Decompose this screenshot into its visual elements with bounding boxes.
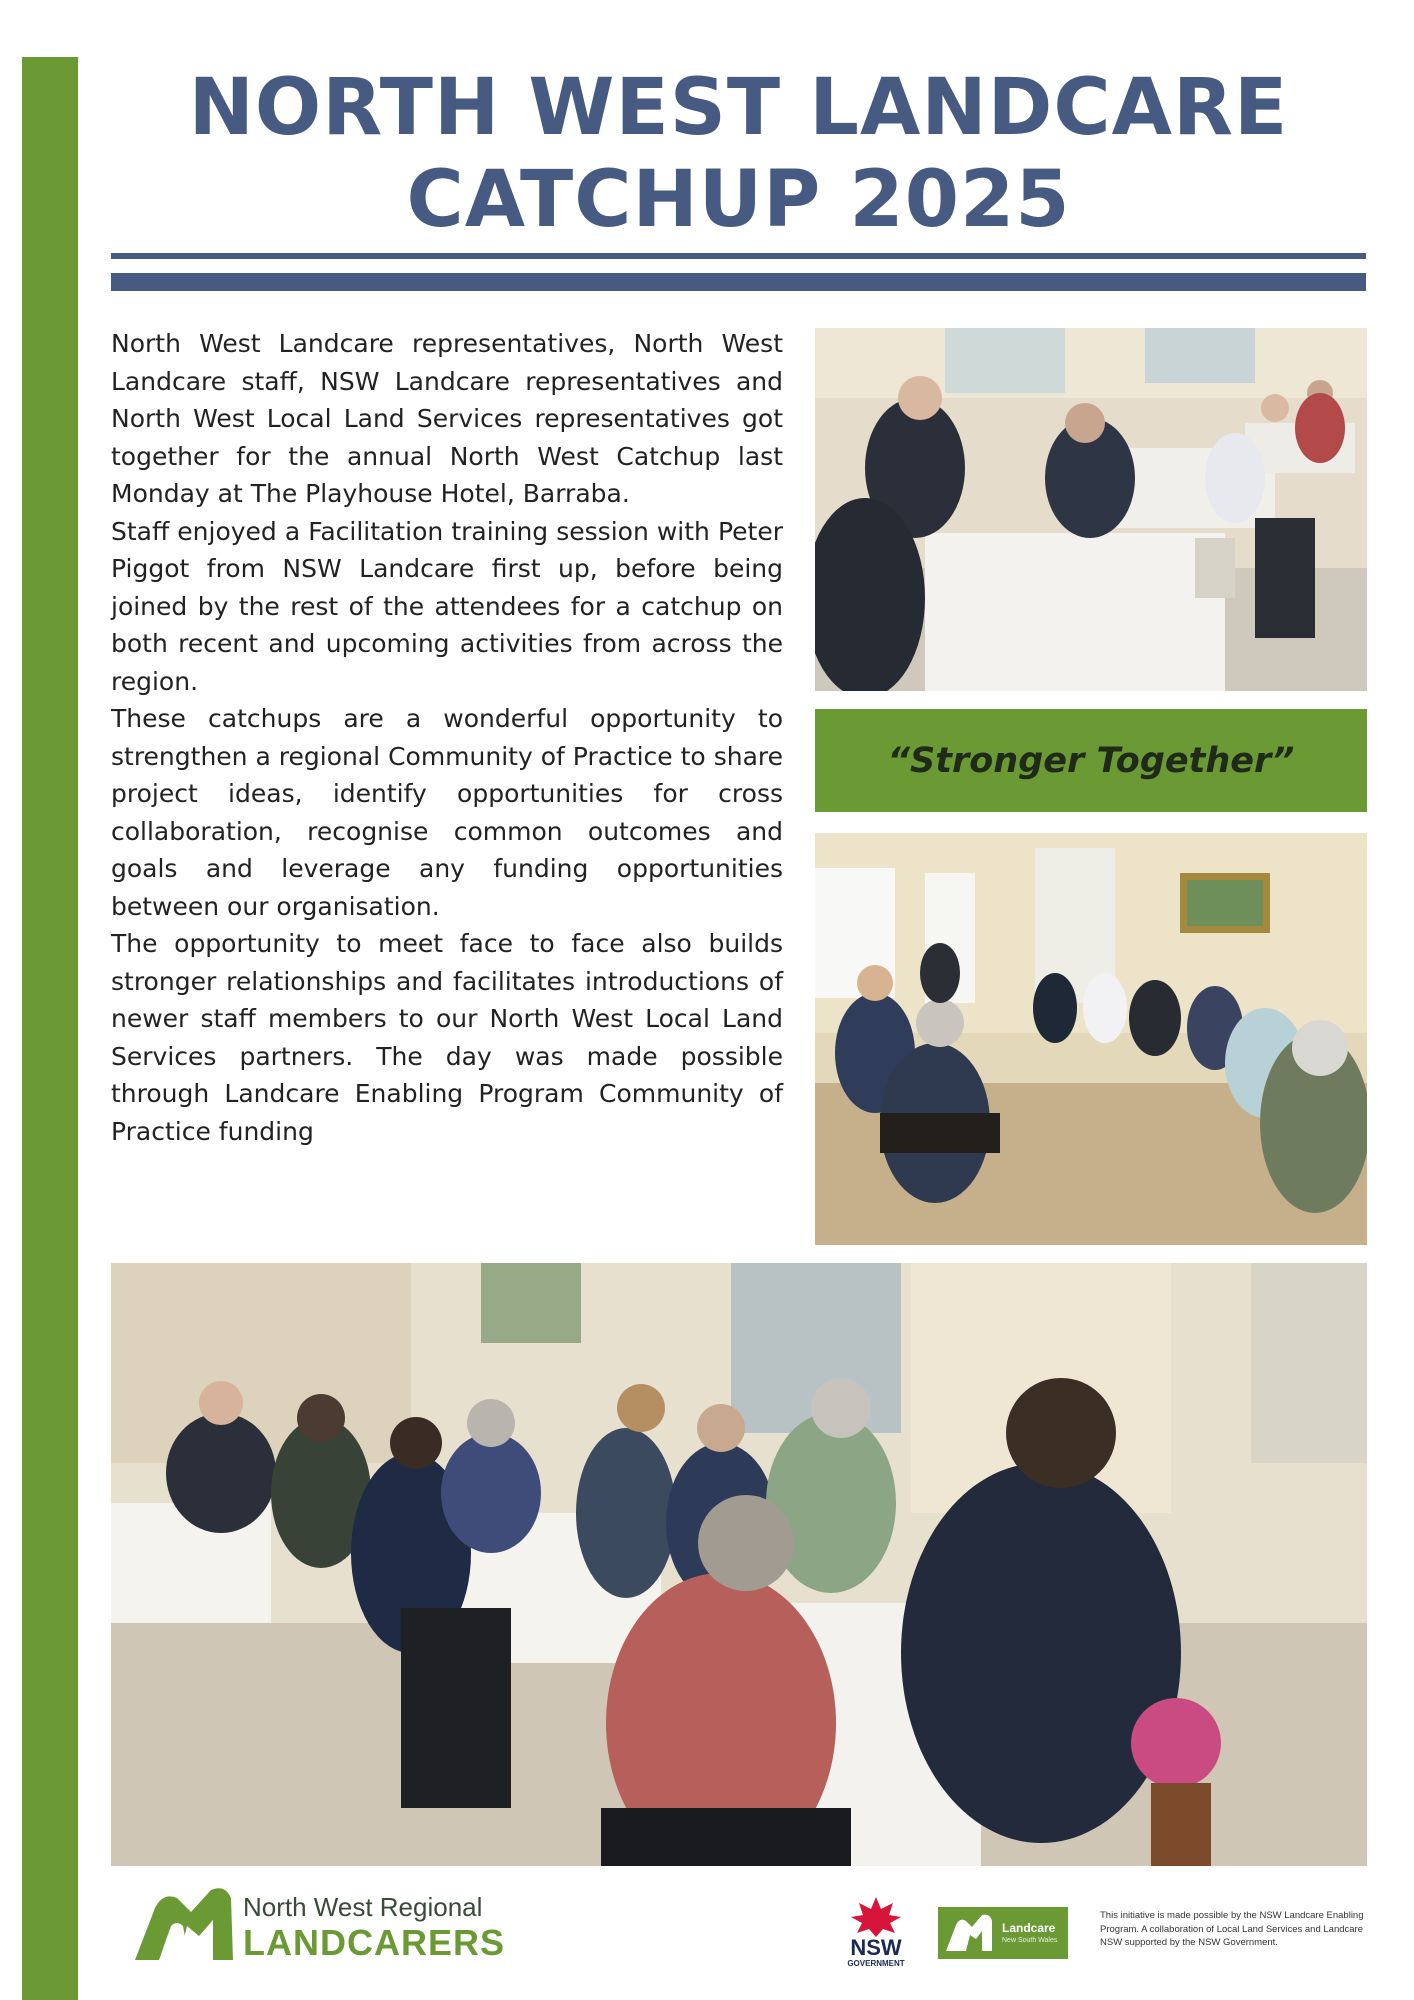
waratah-icon xyxy=(843,1893,909,1937)
landcare-subtitle: New South Wales xyxy=(1002,1937,1058,1944)
logo-text-line-1: North West Regional xyxy=(243,1892,483,1922)
article-body xyxy=(111,325,783,1150)
paragraph-2: Staff enjoyed a Facilitation training session with Peter Piggot from NSW Landcare first up, before being joined by the rest of the attendees for a catchup on both recent and upcoming activities from across the region. xyxy=(111,516,783,696)
photo-group-discussion xyxy=(111,1263,1367,1866)
title-line-1: NORTH WEST LANDCARE xyxy=(188,63,1289,153)
title-line-2: CATCHUP 2025 xyxy=(406,155,1071,245)
photo-dining-tables xyxy=(815,328,1367,691)
title-rule-thin xyxy=(111,253,1366,259)
nsw-government-logo xyxy=(843,1893,909,1973)
landcare-hands-icon xyxy=(133,1886,235,1964)
nsw-text: NSW xyxy=(850,1935,902,1960)
quote-text: “Stronger Together” xyxy=(887,740,1295,781)
landcare-name: Landcare xyxy=(1002,1921,1056,1935)
quote-banner xyxy=(815,709,1367,812)
landcare-hands-small-icon xyxy=(944,1913,994,1953)
paragraph-4: The opportunity to meet face to face also builds stronger relationships and facilitates introductions of newer staff members to our North West Local Land Services partners. The day was made possible through Landcare Enabling Program Community of Practice funding xyxy=(111,929,783,1146)
paragraph-3: These catchups are a wonderful opportunity to strengthen a regional Community of Practice to share project ideas, identify opportunities for cross collaboration, recognise common outcomes and goals and leverage any funding opportunities between our organisation. xyxy=(111,704,783,921)
funding-disclaimer: This initiative is made possible by the NSW Landcare Enabling Program. A collaboration of Local Land Services and Landcare NSW supported by the NSW Government. xyxy=(1100,1910,1364,1948)
landcare-nsw-logo xyxy=(938,1907,1068,1959)
north-west-regional-landcarers-logo xyxy=(133,1886,533,1966)
photo-facilitation-circle xyxy=(815,833,1367,1245)
page-title xyxy=(111,62,1366,246)
title-rule-thick xyxy=(111,273,1366,291)
paragraph-1: North West Landcare representatives, North West Landcare staff, NSW Landcare representatives and North West Local Land Services representatives got together for the annual North West Catchup last Monday at The Playhouse Hotel, Barraba. xyxy=(111,329,783,508)
logo-text-line-2: LANDCARERS xyxy=(243,1922,505,1963)
government-text: GOVERNMENT xyxy=(847,1959,905,1968)
left-accent-bar xyxy=(22,57,78,2000)
